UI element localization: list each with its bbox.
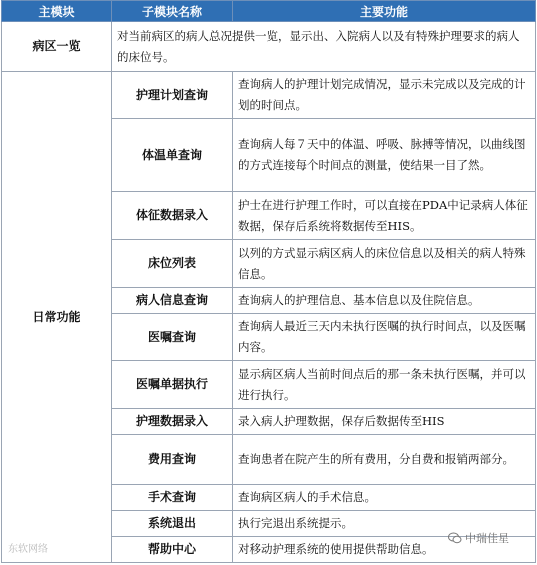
function-description: 执行完退出系统提示。 [233, 511, 536, 537]
sub-module-name: 护理计划查询 [112, 72, 233, 119]
table-row [2, 72, 536, 119]
header-row [2, 1, 536, 22]
sub-module-name: 体征数据录入 [112, 192, 233, 240]
sub-module-name: 护理数据录入 [112, 409, 233, 435]
sub-module-name: 床位列表 [112, 240, 233, 288]
wechat-icon [448, 532, 462, 544]
function-description: 查询病人最近三天内未执行医嘱的执行时间点，以及医嘱内容。 [233, 314, 536, 361]
function-description: 录入病人护理数据，保存后数据传至HIS [233, 409, 536, 435]
watermark-left-text: 东软网络 [8, 544, 48, 555]
function-description: 以列的方式显示病区病人的床位信息以及相关的病人特殊信息。 [233, 240, 536, 288]
module-table [1, 0, 536, 563]
function-description: 查询病人每７天中的体温、呼吸、脉搏等情况，以曲线图的方式连接每个时间点的测量，使结果一目了然。 [233, 119, 536, 192]
main-module-overview: 病区一览 [2, 22, 112, 72]
function-description: 查询病人的护理计划完成情况，显示未完成以及完成的计划的时间点。 [233, 72, 536, 119]
function-description: 查询患者在院产生的所有费用，分自费和报销两部分。 [233, 435, 536, 485]
watermark-left [8, 540, 48, 555]
function-description: 查询病区病人的手术信息。 [233, 485, 536, 511]
function-description: 对移动护理系统的使用提供帮助信息。 [233, 537, 536, 563]
sub-module-name: 手术查询 [112, 485, 233, 511]
sub-module-name: 医嘱查询 [112, 314, 233, 361]
header-sub-module: 子模块名称 [112, 1, 233, 22]
function-description: 查询病人的护理信息、基本信息以及住院信息。 [233, 288, 536, 314]
overview-description: 对当前病区的病人总况提供一览，显示出、入院病人以及有特殊护理要求的病人的床位号。 [112, 22, 536, 72]
watermark-right-text: 中瑞佳星 [465, 532, 509, 545]
table-row [2, 22, 536, 72]
header-function: 主要功能 [233, 1, 536, 22]
sub-module-name: 体温单查询 [112, 119, 233, 192]
header-main-module: 主模块 [2, 1, 112, 22]
main-module-daily: 日常功能 [2, 72, 112, 563]
sub-module-name: 医嘱单据执行 [112, 361, 233, 409]
sub-module-name: 病人信息查询 [112, 288, 233, 314]
watermark-right [448, 530, 509, 546]
function-description: 护士在进行护理工作时，可以直接在PDA中记录病人体征数据，保存后系统将数据传至HIS。 [233, 192, 536, 240]
sub-module-name: 系统退出 [112, 511, 233, 537]
sub-module-name: 帮助中心 [112, 537, 233, 563]
function-description: 显示病区病人当前时间点后的那一条未执行医嘱，并可以进行执行。 [233, 361, 536, 409]
sub-module-name: 费用查询 [112, 435, 233, 485]
